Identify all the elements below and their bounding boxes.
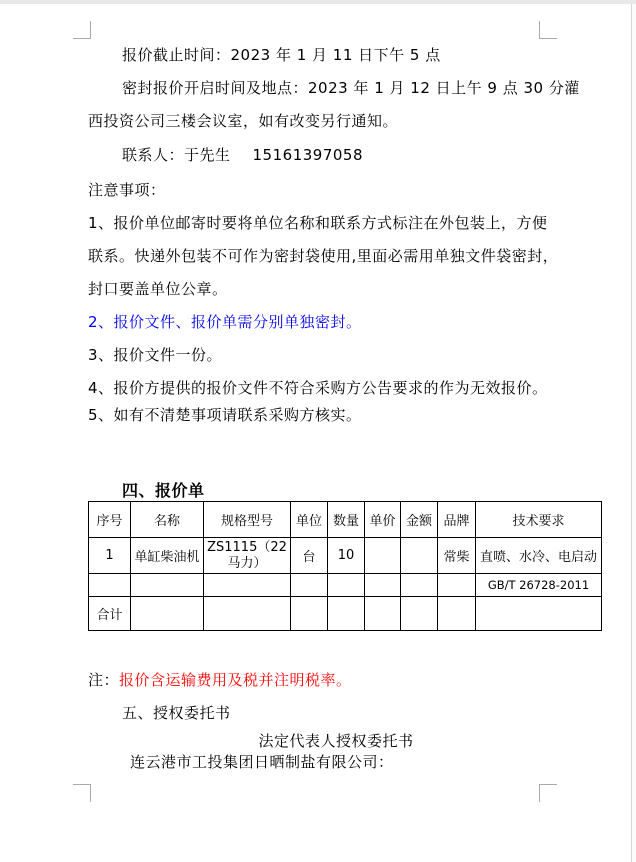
cell-empty (438, 597, 476, 631)
cell-empty (131, 597, 204, 631)
cell-amount (401, 538, 438, 574)
col-header-name: 名称 (131, 502, 204, 538)
col-header-brand: 品牌 (438, 502, 476, 538)
note5-line: 5、如有不清楚事项请联系采购方核实。 (88, 406, 362, 424)
note4-line: 4、报价方提供的报价文件不符合采购方公告要求的作为无效报价。 (88, 379, 548, 397)
open-time-line-1: 密封报价开启时间及地点：2023 年 1 月 12 日上午 9 点 30 分灌 (122, 79, 580, 97)
cell-empty (291, 574, 328, 597)
col-header-unit: 单位 (291, 502, 328, 538)
footnote-red-text: 报价含运输费用及税并注明税率。 (119, 671, 352, 689)
cell-qty: 10 (328, 538, 365, 574)
cell-empty (365, 574, 401, 597)
note3-line: 3、报价文件一份。 (88, 346, 223, 364)
section5-heading: 五、授权委托书 (122, 704, 231, 722)
quote-table-row-2 (89, 574, 602, 597)
cell-seq: 1 (89, 538, 131, 574)
cell-tech: 直喷、水冷、电启动 (476, 538, 602, 574)
margin-corner-mark-bottom-left (73, 784, 91, 802)
margin-corner-mark-top-right (539, 21, 557, 39)
cell-empty (365, 597, 401, 631)
cell-total-label: 合计 (89, 597, 131, 631)
contact-phone: 15161397058 (252, 146, 363, 164)
cell-name: 单缸柴油机 (131, 538, 204, 574)
cell-price (365, 538, 401, 574)
cell-empty (401, 597, 438, 631)
cell-empty (204, 597, 291, 631)
cell-brand: 常柴 (438, 538, 476, 574)
page-top-gap (0, 0, 636, 4)
cell-empty (438, 574, 476, 597)
contact-label: 联系人：于先生 (122, 146, 231, 164)
quote-table (88, 501, 602, 631)
margin-corner-mark-top-left (73, 21, 91, 39)
open-time-line-2: 西投资公司三楼会议室，如有改变另行通知。 (88, 112, 399, 130)
footnote-prefix: 注： (88, 671, 120, 689)
notes-title: 注意事项： (88, 181, 166, 199)
note2-line: 2、报价文件、报价单需分别单独密封。 (88, 313, 362, 331)
section4-heading: 四、报价单 (122, 481, 205, 500)
page-edge-fill (632, 4, 636, 862)
note1-line-2: 联系。快递外包装不可作为密封袋使用,里面必需用单独文件袋密封， (88, 247, 559, 265)
quote-table-row-1 (89, 538, 602, 574)
deadline-line: 报价截止时间：2023 年 1 月 11 日下午 5 点 (122, 46, 441, 64)
col-header-spec: 规格型号 (204, 502, 291, 538)
cell-empty (89, 574, 131, 597)
cell-spec: ZS1115（22 马力） (204, 538, 291, 574)
company-salutation: 连云港市工投集团日晒制盐有限公司： (130, 753, 394, 771)
col-header-amount: 金额 (401, 502, 438, 538)
margin-corner-mark-bottom-right (539, 784, 557, 802)
cell-empty (131, 574, 204, 597)
col-header-qty: 数量 (328, 502, 365, 538)
col-header-tech: 技术要求 (476, 502, 602, 538)
cell-empty (291, 597, 328, 631)
contact-line (122, 147, 363, 164)
col-header-seq: 序号 (89, 502, 131, 538)
col-header-price: 单价 (365, 502, 401, 538)
quote-table-header-row (89, 502, 602, 538)
cell-empty (328, 574, 365, 597)
poa-title: 法定代表人授权委托书 (258, 732, 414, 750)
footnote-line (88, 672, 352, 689)
cell-empty (476, 597, 602, 631)
cell-empty (401, 574, 438, 597)
cell-tech-standard: GB/T 26728-2011 (476, 574, 602, 597)
cell-empty (328, 597, 365, 631)
quote-table-total-row (89, 597, 602, 631)
note1-line-1: 1、报价单位邮寄时要将单位名称和联系方式标注在外包装上，方便 (88, 214, 548, 232)
note1-line-3: 封口要盖单位公章。 (88, 280, 228, 298)
cell-empty (204, 574, 291, 597)
cell-unit: 台 (291, 538, 328, 574)
